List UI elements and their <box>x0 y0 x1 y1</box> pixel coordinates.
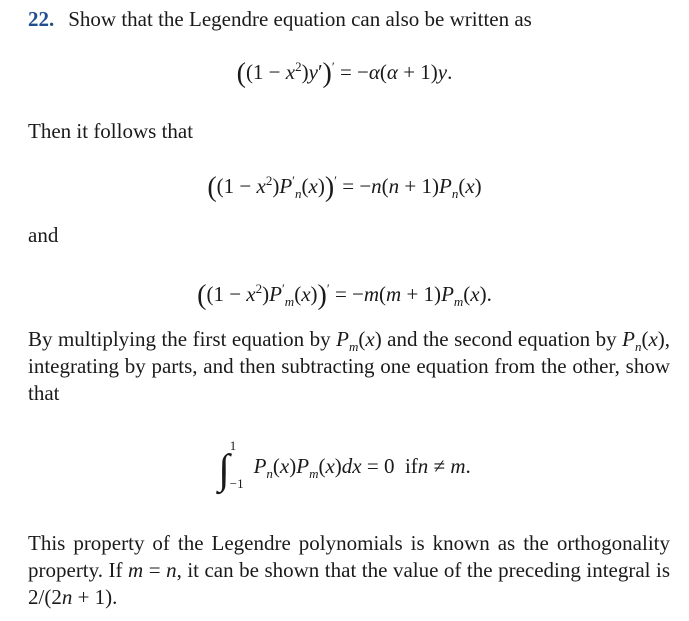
problem-number: 22. <box>28 7 55 31</box>
problem-statement <box>28 6 670 33</box>
legendre-form-equation: $((1 - x^2)y')' = -\alpha(\alpha + 1)y$. <box>236 58 453 89</box>
multiply-paragraph: By multiplying the first equation by $P_m(x)$ and the second equation by $P_n(x)$, integrating by parts, and then subtracting one equation from the other, show that <box>28 327 671 405</box>
closing-paragraph: This property of the Legendre polynomials is known as the orthogonality property. If m = n, it can be shown that the value of the preceding integral is 2/(2n + 1). <box>28 531 671 609</box>
orthogonality-integral: ∫ 1 −1 $P_n(x)P_m(x)dx = 0$ ifn ≠ m. <box>218 438 471 493</box>
and-text: and <box>28 223 59 247</box>
then-follows-text: Then it follows that <box>28 119 194 143</box>
pn-equation: $((1 - x^2)P'_n(x))' = -n(n + 1)P_n(x)$ <box>207 172 482 203</box>
pm-equation: $((1 - x^2)P'_m(x))' = -m(m + 1)P_m(x)$. <box>197 280 492 311</box>
problem-intro: Show that the Legendre equation can also be written as <box>68 7 532 31</box>
